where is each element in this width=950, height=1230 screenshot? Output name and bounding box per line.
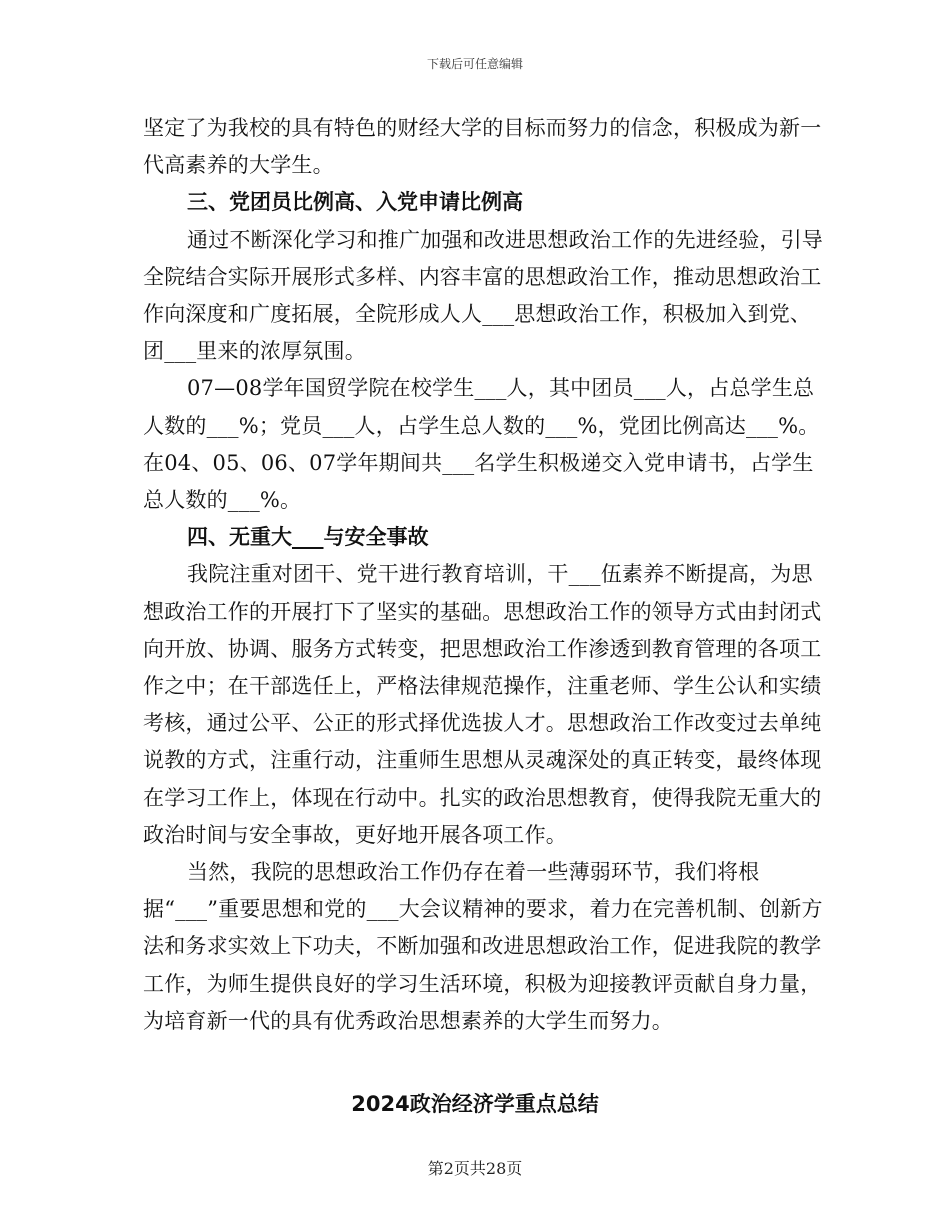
paragraph-4a: 我院注重对团干、党干进行教育培训，干___伍素养不断提高，为思想政治工作的开展打下了坚实的基础。思想政治工作的领导方式由封闭式向开放、协调、服务方式转变，把思想政治工作渗透到教育管理的各项工作之中；在干部选任上，严格法律规范操作，注重老师、学生公认和实绩考核，通过公平、公正的形式择优选拔人才。思想政治工作改变过去单纯说教的方式，注重行动，注重师生思想从灵魂深处的真正转变，最终体现在学习工作上，体现在行动中。扎实的政治思想教育，使得我院无重大的政治时间与安全事故，更好地开展各项工作。 (143, 562, 822, 847)
page-footer: 第2页共28页 (427, 1159, 523, 1178)
section-heading-4: 四、无重大___与安全事故 (187, 525, 429, 550)
page-header: 下载后可任意编辑 (426, 57, 523, 71)
paragraph-5: 当然，我院的思想政治工作仍存在着一些薄弱环节，我们将根据“___”重要思想和党的___大会议精神的要求，着力在完善机制、创新方法和务求实效上下功夫，不断加强和改进思想政治工作，促进我院的教学工作，为师生提供良好的学习生活环境，积极为迎接教评贡献自身力量，为培育新一代的具有优秀政治思想素养的大学生而努力。 (143, 860, 823, 1033)
paragraph-3a: 通过不断深化学习和推广加强和改进思想政治工作的先进经验，引导全院结合实际开展形式多样、内容丰富的思想政治工作，推动思想政治工作向深度和广度拓展，全院形成人人___思想政治工作，积极加入到党、团___里来的浓厚氛围。 (143, 227, 823, 364)
document-body (143, 110, 823, 1040)
next-document-title: 2024政治经济学重点总结 (351, 1092, 599, 1116)
paragraph-3b: 07—08学年国贸学院在校学生___人，其中团员___人，占总学生总人数的___%；党员___人，占学生总人数的___%，党团比例高达___%。在04、05、06、07学年期间共___名学生积极递交入党申请书，占学生总人数的___%。 (143, 376, 820, 513)
paragraph-intro: 坚定了为我校的具有特色的财经大学的目标而努力的信念，积极成为新一代高素养的大学生。 (143, 116, 822, 178)
section-heading-3: 三、党团员比例高、入党申请比例高 (187, 190, 523, 215)
